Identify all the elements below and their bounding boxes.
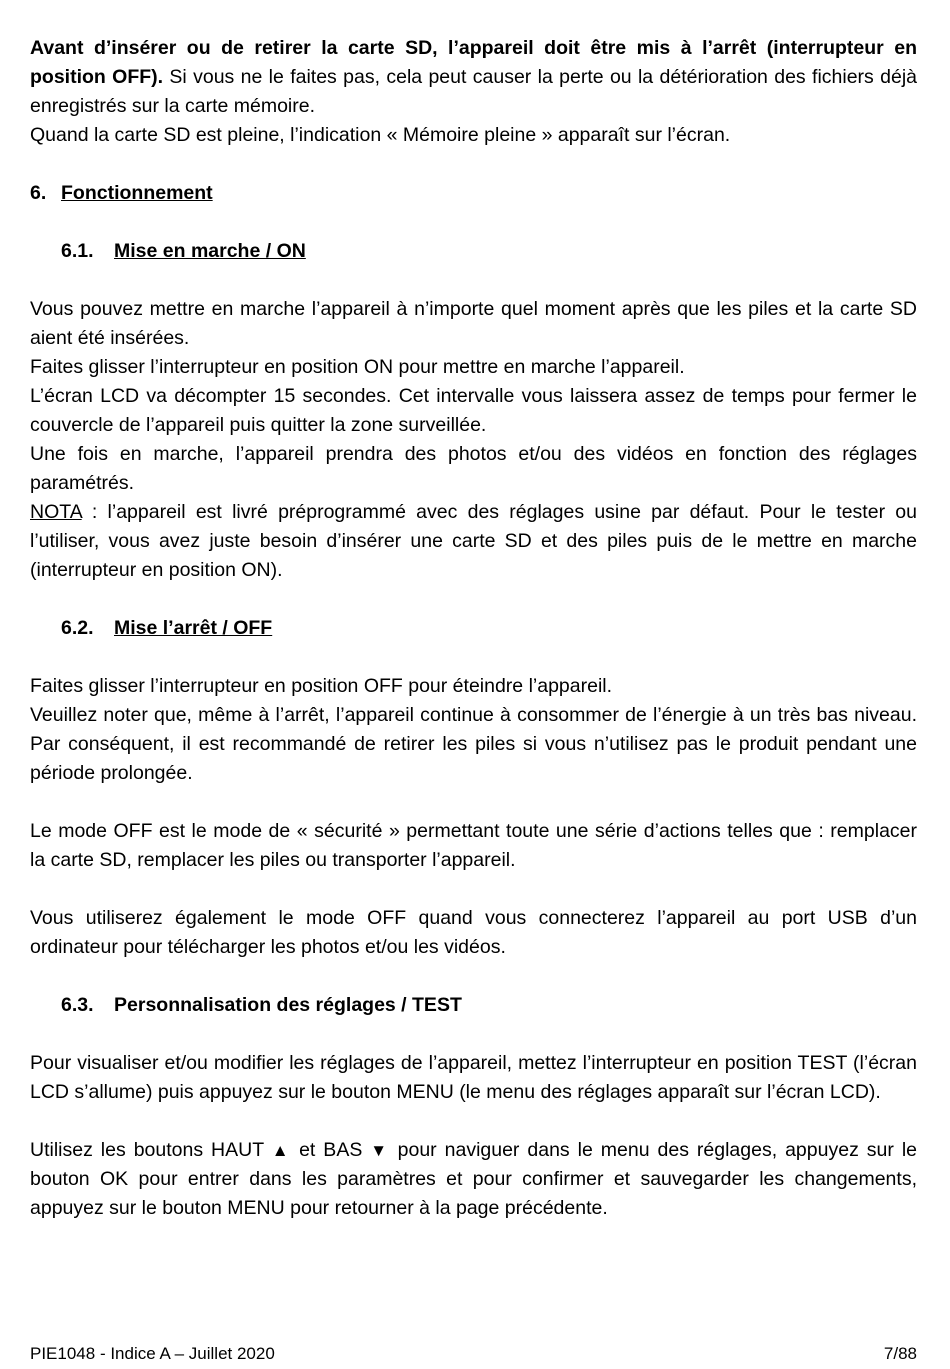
section-6-2-paragraph-4: Vous utiliserez également le mode OFF quand vous connecterez l’appareil au port USB d’un ordinateur pour télécharger les photos et/ou les vidéos.	[30, 907, 917, 958]
section-6-heading	[30, 179, 917, 208]
section-6-2-paragraph-2: Veuillez noter que, même à l’arrêt, l’appareil continue à consommer de l’énergie à un très bas niveau. Par conséquent, il est recommandé de retirer les piles si vous n’utilisez pas le produit pendant une période prolongée.	[30, 704, 917, 784]
page-number: 7/88	[883, 1344, 917, 1363]
section-6-1-nota	[30, 498, 917, 585]
section-6-1-paragraph-4: Une fois en marche, l’appareil prendra des photos et/ou des vidéos en fonction des réglages paramétrés.	[30, 443, 917, 494]
section-6-1-number: 6.1.	[61, 240, 94, 262]
section-6-2-paragraph-1: Faites glisser l’interrupteur en position OFF pour éteindre l’appareil.	[30, 675, 613, 697]
section-6-1-paragraph-2: Faites glisser l’interrupteur en position ON pour mettre en marche l’appareil.	[30, 356, 685, 378]
text-fragment: pour naviguer dans le menu des réglages, appuyez sur le bouton OK pour entrer dans les paramètres et pour confirmer et sauvegarder les changements, appuyez sur le bouton MENU pour retourner à la page précédente.	[30, 1139, 918, 1219]
section-6-1-paragraph-1: Vous pouvez mettre en marche l’appareil à n’importe quel moment après que les piles et la carte SD aient été insérées.	[30, 298, 917, 349]
intro-warning-detail: Si vous ne le faites pas, cela peut causer la perte ou la détérioration des fichiers déjà enregistrés sur la carte mémoire.	[30, 66, 918, 117]
section-6-1-paragraph-3: L’écran LCD va décompter 15 secondes. Cet intervalle vous laissera assez de temps pour fermer le couvercle de l’appareil puis quitter la zone surveillée.	[30, 385, 917, 436]
page-footer	[30, 1343, 917, 1365]
memory-full-note: Quand la carte SD est pleine, l’indication « Mémoire pleine » apparaît sur l’écran.	[30, 124, 731, 146]
text-fragment: et BAS	[291, 1139, 371, 1161]
section-6-number: 6.	[30, 182, 47, 204]
document-page	[30, 34, 917, 1223]
intro-paragraph	[30, 34, 917, 121]
section-6-3-paragraph-1: Pour visualiser et/ou modifier les réglages de l’appareil, mettez l’interrupteur en position TEST (l’écran LCD s’allume) puis appuyez sur le bouton MENU (le menu des réglages apparaît sur l’écran LCD).	[30, 1052, 917, 1103]
footer-reference: PIE1048 - Indice A – Juillet 2020	[30, 1344, 275, 1363]
section-6-2-number: 6.2.	[61, 617, 94, 639]
section-6-3-number: 6.3.	[61, 994, 94, 1016]
nota-text: : l’appareil est livré préprogrammé avec des réglages usine par défaut. Pour le tester ou l’utiliser, vous avez juste besoin d’insérer une carte SD et des piles puis de le mettre en marche (interrupteur en position ON).	[30, 501, 917, 581]
intro-warning: Avant d’insérer ou de retirer la carte SD, l’appareil doit être mis à l’arrêt (interrupteur en position OFF).	[30, 37, 917, 88]
section-6-1-heading	[30, 237, 917, 266]
section-6-2-paragraph-3: Le mode OFF est le mode de « sécurité » permettant toute une série d’actions telles que : remplacer la carte SD, remplacer les piles ou transporter l’appareil.	[30, 820, 917, 871]
section-6-3-title: Personnalisation des réglages / TEST	[114, 994, 462, 1016]
section-6-2-title: Mise l’arrêt / OFF	[114, 617, 273, 639]
nota-label: NOTA	[30, 501, 82, 523]
section-6-3-paragraph-2	[30, 1136, 917, 1223]
section-6-3-heading	[30, 991, 917, 1020]
up-arrow-icon: ▲	[271, 1141, 292, 1160]
section-6-1-title: Mise en marche / ON	[114, 240, 306, 262]
section-6-title: Fonctionnement	[61, 182, 213, 204]
section-6-2-heading	[30, 614, 917, 643]
down-arrow-icon: ▼	[370, 1141, 390, 1160]
text-fragment: Utilisez les boutons HAUT	[30, 1139, 272, 1161]
